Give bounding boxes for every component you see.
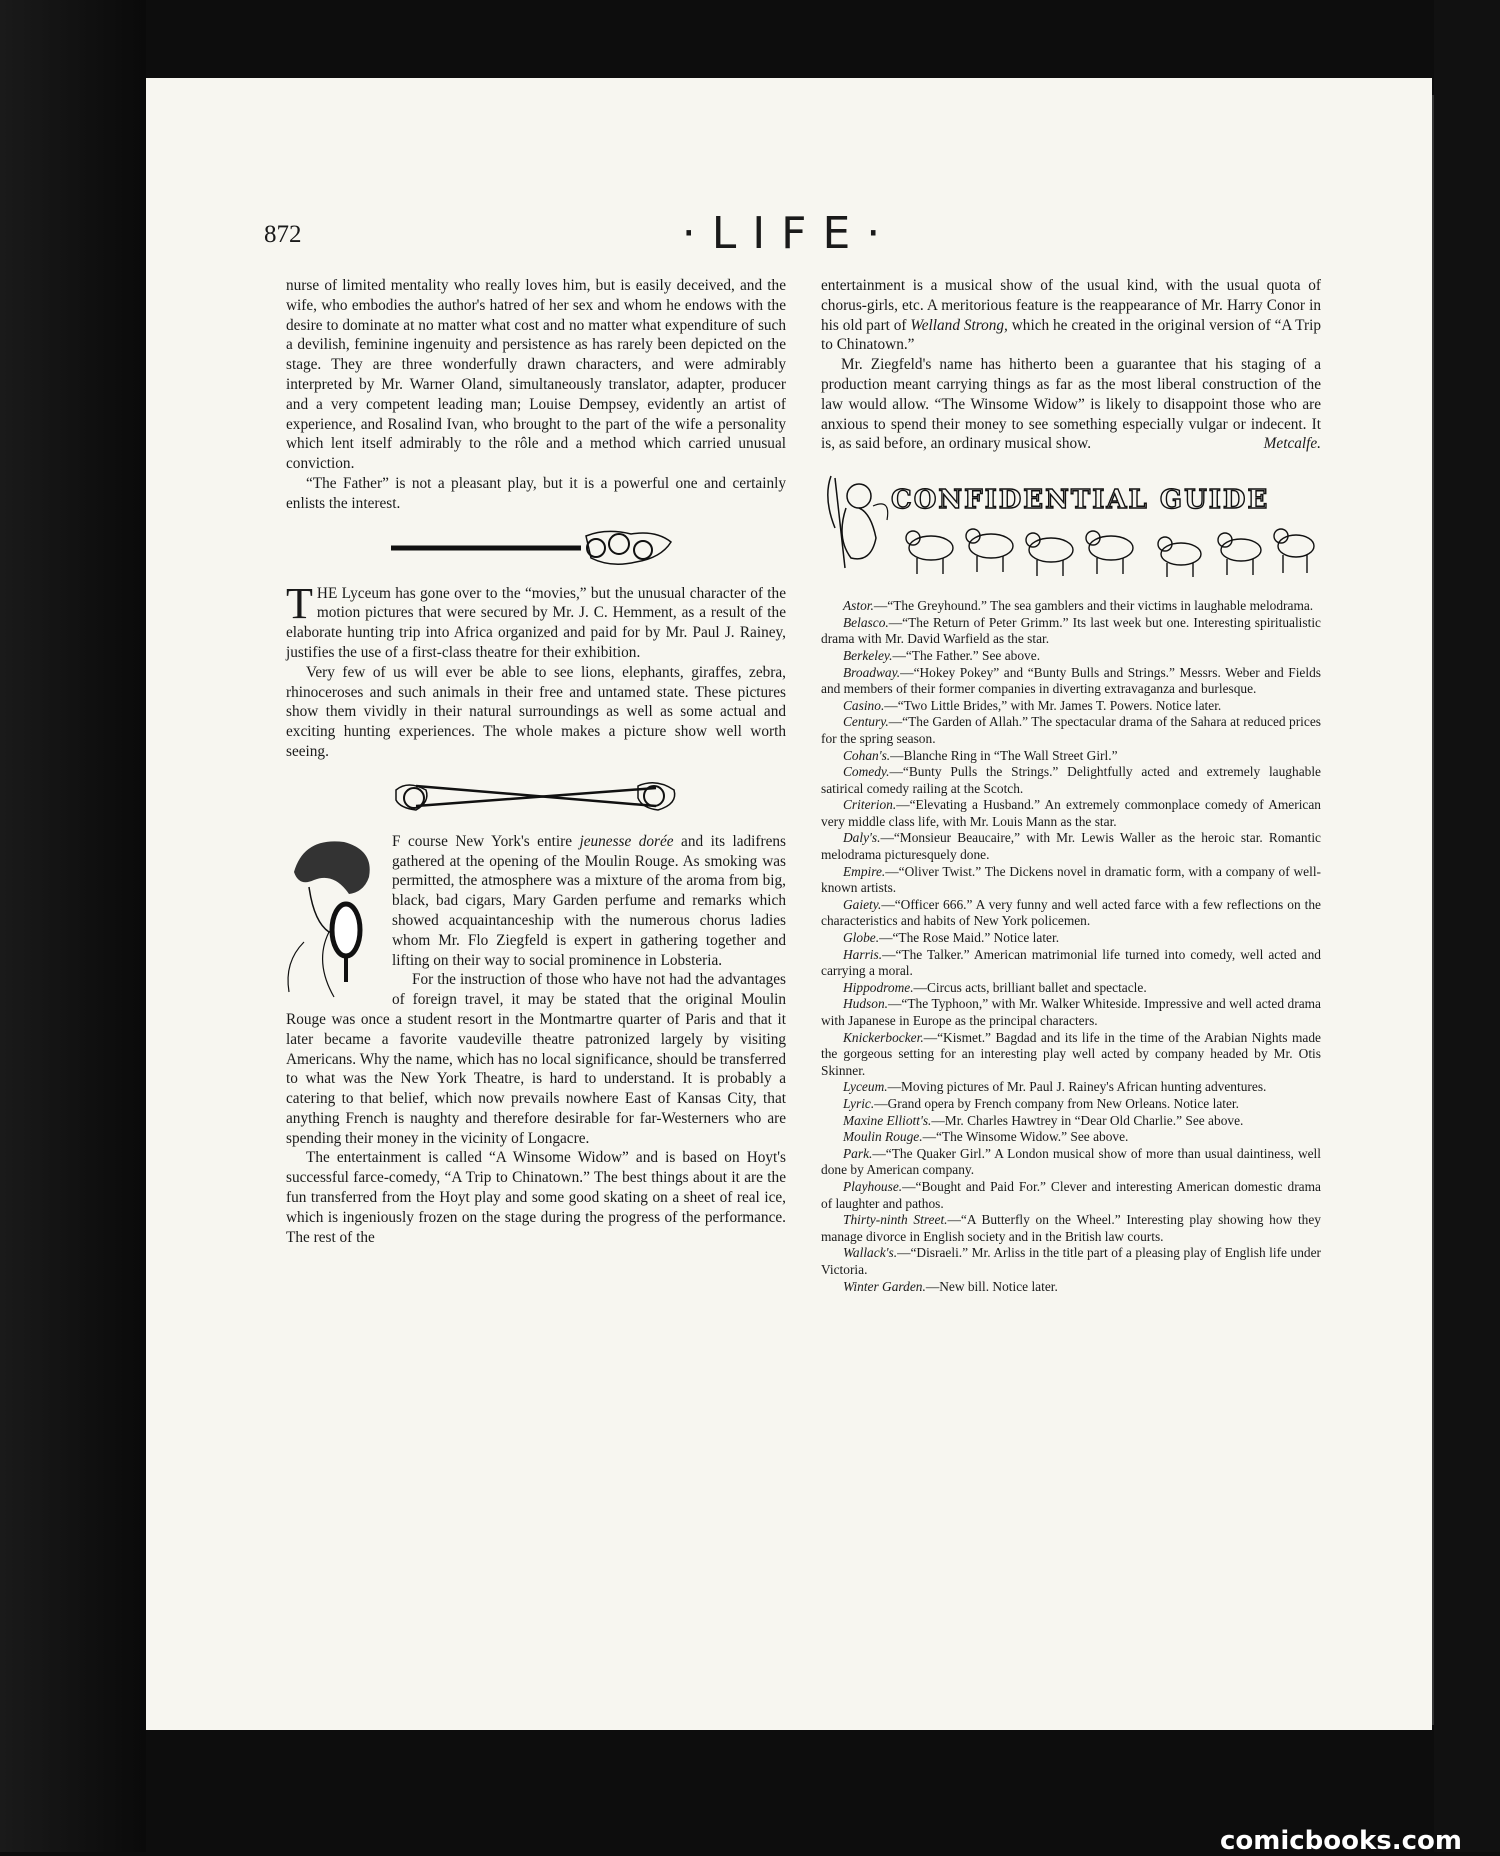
- guide-description: —“A Butterfly on the Wheel.” Interesting play showing how they manage divorce in English society and in the British law courts.: [821, 1212, 1322, 1244]
- guide-description: —“The Father.” See above.: [892, 647, 1041, 663]
- guide-entry: [821, 1212, 1321, 1245]
- guide-description: —“The Garden of Allah.” The spectacular drama of the Sahara at reduced prices for the spring season.: [821, 714, 1321, 746]
- guide-entry: [821, 797, 1321, 830]
- guide-venue: Lyceum.: [843, 1079, 888, 1095]
- guide-entry: [821, 698, 1321, 715]
- moulin-rouge-paragraph-3: The entertainment is called “A Winsome Widow” and is based on Hoyt's successful farce-comedy, “A Trip to Chinatown.” The best things about it are the fun transferred from the Hoyt play and some good skating on a sheet of real ice, which is ingeniously frozen on the stage during the progress of the performance. The rest of the: [286, 1149, 786, 1246]
- guide-venue: Comedy.: [843, 764, 890, 780]
- guide-venue: Cohan's.: [843, 747, 891, 763]
- guide-description: —“Bunty Pulls the Strings.” Delightfully acted and extremely laughable satirical comedy railing at the Scotch.: [821, 764, 1321, 796]
- guide-entry: [821, 1245, 1321, 1278]
- jeunesse-doree: jeunesse dorée: [579, 832, 674, 850]
- guide-venue: Globe.: [843, 930, 880, 946]
- guide-description: —“The Typhoon,” with Mr. Walker Whiteside. Impressive and well acted drama with Japanese in Europe as the principal characters.: [821, 996, 1321, 1029]
- guide-description: —Circus acts, brilliant ballet and spectacle.: [913, 979, 1147, 995]
- guide-venue: Hippodrome.: [843, 979, 914, 995]
- guide-description: —“Two Little Brides,” with Mr. James T. Powers. Notice later.: [884, 697, 1222, 713]
- guide-venue: Berkeley.: [843, 647, 893, 663]
- guide-description: —“Disraeli.” Mr. Arliss in the title part of a pleasing play of English life under Victoria.: [821, 1245, 1321, 1277]
- ziegfeld-text: Mr. Ziegfeld's name has hitherto been a guarantee that his staging of a production meant carrying things as far as the most liberal construction of the law would allow. “The Winsome Widow” is likely to disappoint those who are anxious to spend their money to see something especially vulgar or indecent. It is, as said before, an ordinary musical show.: [821, 356, 1321, 453]
- guide-venue: Casino.: [843, 697, 885, 713]
- guide-venue: Astor.: [843, 598, 874, 614]
- guide-venue: Maxine Elliott's.: [843, 1112, 932, 1128]
- crossed-canes-ornament-icon: [386, 776, 686, 816]
- guide-entry: [821, 980, 1321, 997]
- guide-venue: Winter Garden.: [843, 1278, 926, 1294]
- winsome-widow-text-a: entertainment is a musical show of the usual kind, with the usual quota of chorus-girls, etc. A meritorious feature is the reappearance of Mr. Harry Conor in his old part of: [821, 277, 1321, 334]
- guide-entry: [821, 1179, 1321, 1212]
- masthead-title: ·LIFE·: [681, 208, 897, 259]
- guide-venue: Playhouse.: [843, 1178, 903, 1194]
- watermark: comicbooks.com: [1219, 1826, 1462, 1856]
- guide-entry: [821, 1113, 1321, 1130]
- confidential-guide-list: [821, 598, 1321, 1295]
- scan-border-left: [0, 0, 146, 1852]
- guide-entry: [821, 615, 1321, 648]
- guide-entry: [821, 1146, 1321, 1179]
- moulin-rouge-rest: and its ladifrens gathered at the opening of the Moulin Rouge. As smoking was permitted, the atmosphere was a mixture of the aroma from big, black, bad cigars, Mary Garden perfume and remarks which showed acquaintanceship with the numerous chorus ladies whom Mr. Flo Ziegfeld is expert in gathering together and lifting on their way to social prominence in Lobsteria.: [392, 832, 786, 969]
- guide-description: —“Bought and Paid For.” Clever and interesting American domestic drama of laughter and pathos.: [821, 1178, 1321, 1211]
- guide-entry: [821, 1096, 1321, 1113]
- guide-venue: Knickerbocker.: [843, 1029, 924, 1045]
- guide-description: —“Monsieur Beaucaire,” with Mr. Lewis Waller as the heroic star. Romantic melodrama picturesquely done.: [821, 830, 1321, 863]
- guide-description: —“The Winsome Widow.” See above.: [922, 1129, 1129, 1145]
- guide-description: —“The Quaker Girl.” A London musical show of more than usual daintiness, well done by American company.: [821, 1145, 1321, 1178]
- guide-venue: Hudson.: [843, 996, 889, 1012]
- guide-description: —New bill. Notice later.: [925, 1278, 1058, 1294]
- guide-entry: [821, 947, 1321, 980]
- scan-border-right: [1434, 0, 1500, 1852]
- guide-venue: Thirty-ninth Street.: [843, 1212, 948, 1228]
- guide-entry: [821, 598, 1321, 615]
- right-column: [821, 276, 1321, 1295]
- moulin-rouge-lead: F course New York's entire: [392, 832, 580, 850]
- guide-venue: Harris.: [843, 946, 883, 962]
- lambs-icon: [906, 529, 1314, 577]
- author-signature: Metcalfe.: [1263, 435, 1321, 453]
- guide-description: —Moving pictures of Mr. Paul J. Rainey's African hunting adventures.: [887, 1079, 1267, 1095]
- guide-venue: Wallack's.: [843, 1245, 898, 1261]
- lyceum-text: HE Lyceum has gone over to the “movies,” but the unusual character of the motion pictures that were secured by Mr. J. C. Hemment, as a result of the elaborate hunting trip into Africa organized and paid for by Mr. Paul J. Rainey, justifies the use of a first-class theatre for their exhibition.: [286, 584, 786, 661]
- guide-description: —Blanche Ring in “The Wall Street Girl.”: [890, 747, 1118, 763]
- confidential-guide-heading: [821, 468, 1321, 588]
- guide-venue: Gaiety.: [843, 896, 882, 912]
- woman-with-mirror-illustration-icon: [274, 832, 384, 1002]
- guide-venue: Broadway.: [843, 664, 901, 680]
- ornamental-divider-icon: [391, 528, 681, 568]
- guide-venue: Daly's.: [843, 830, 881, 846]
- guide-heading-text: CONFIDENTIAL GUIDE: [891, 485, 1270, 516]
- guide-entry: [821, 996, 1321, 1029]
- page-number: 872: [264, 221, 302, 248]
- ziegfeld-paragraph: [821, 355, 1321, 454]
- guide-entry: [821, 665, 1321, 698]
- guide-description: —Mr. Charles Hawtrey in “Dear Old Charlie.” See above.: [931, 1112, 1244, 1128]
- guide-venue: Belasco.: [843, 614, 889, 630]
- cherub-shepherd-icon: [828, 476, 888, 568]
- guide-venue: Criterion.: [843, 797, 897, 813]
- guide-entry: [821, 748, 1321, 765]
- guide-description: —“The Talker.” American matrimonial life turned into comedy, well acted and carrying a moral.: [821, 946, 1321, 979]
- guide-entry: [821, 764, 1321, 797]
- guide-entry: [821, 1279, 1321, 1296]
- lyceum-paragraph-2: Very few of us will ever be able to see lions, elephants, giraffes, zebra, rhinoceroses and such animals in their free and untamed state. These pictures show them vividly in their natural surroundings as well as some actual and exciting hunting experiences. The whole makes a picture show well worth seeing.: [286, 663, 786, 760]
- guide-description: —“The Rose Maid.” Notice later.: [879, 930, 1060, 946]
- guide-entry: [821, 930, 1321, 947]
- guide-entry: [821, 648, 1321, 665]
- guide-entry: [821, 714, 1321, 747]
- guide-venue: Park.: [843, 1145, 873, 1161]
- left-column: [286, 276, 786, 1247]
- guide-description: —“Officer 666.” A very funny and well acted farce with a few reflections on the characteristics and habits of New York policemen.: [821, 896, 1321, 929]
- guide-description: —“The Greyhound.” The sea gamblers and their victims in laughable melodrama.: [873, 598, 1314, 614]
- guide-entry: [821, 864, 1321, 897]
- lyceum-paragraph: [286, 578, 786, 663]
- father-review-paragraph: nurse of limited mentality who really loves him, but is easily deceived, and the wife, who embodies the author's hatred of her sex and whom he endows with the desire to dominate at no matter what cost and no matter what expenditure of such a devilish, feminine ingenuity and persistence as has rarely been depicted on the stage. They are three wonderfully drawn characters, and were admirably interpreted by Mr. Warner Oland, simultaneously translator, adapter, producer and a very competent leading man; Louise Dempsey, evidently an artist of experience, and Rosalind Ivan, who brought to the part of the wife a personality which lent itself admirably to the rôle and a method which carried unusual conviction.: [286, 277, 786, 473]
- guide-entry: [821, 897, 1321, 930]
- guide-venue: Empire.: [843, 863, 886, 879]
- guide-venue: Lyric.: [843, 1095, 875, 1111]
- guide-description: —“Elevating a Husband.” An extremely commonplace comedy of American very middle class life, with Mr. Louis Mann as the star.: [821, 797, 1321, 829]
- guide-description: —“The Return of Peter Grimm.” Its last week but one. Interesting spiritualistic drama with Mr. David Warfield as the star.: [821, 614, 1321, 647]
- guide-venue: Century.: [843, 714, 889, 730]
- guide-entry: [821, 1030, 1321, 1080]
- guide-description: —“Kismet.” Bagdad and its life in the time of the Arabian Nights made the gorgeous setting for an interesting play well acted by company headed by Mr. Otis Skinner.: [821, 1029, 1321, 1078]
- dropcap-t: T: [286, 578, 313, 628]
- winsome-widow-paragraph: [821, 276, 1321, 355]
- magazine-page: [146, 78, 1432, 1730]
- guide-entry: [821, 1079, 1321, 1096]
- winsome-widow-text-b: which he created in the original version of “A Trip to Chinatown.”: [821, 316, 1321, 354]
- guide-description: —“Oliver Twist.” The Dickens novel in dramatic form, with a company of well-known artists.: [821, 863, 1321, 896]
- welland-strong: Welland Strong,: [910, 316, 1008, 334]
- guide-venue: Moulin Rouge.: [843, 1129, 923, 1145]
- father-review-closing: “The Father” is not a pleasant play, but it is a powerful one and certainly enlists the interest.: [286, 474, 786, 512]
- guide-entry: [821, 830, 1321, 863]
- moulin-rouge-paragraph-2: For the instruction of those who have not had the advantages of foreign travel, it may be stated that the original Moulin Rouge was once a student resort in the Montmartre quarter of Paris and that it later became a favorite vaudeville theatre patronized largely by visiting Americans. Why the name, which has no local significance, should be transferred to what was the New York Theatre, is hard to understand. It is probably a catering to that belief, which now prevails nowhere East of Kansas City, that anything French is naughty and therefore desirable for far-Westerners who are spending their money in the vicinity of Longacre.: [286, 971, 786, 1147]
- guide-description: —Grand opera by French company from New Orleans. Notice later.: [874, 1095, 1239, 1111]
- guide-description: —“Hokey Pokey” and “Bunty Bulls and Strings.” Messrs. Weber and Fields and members of their former companies in diverting extravaganza and burlesque.: [821, 664, 1321, 697]
- guide-entry: [821, 1129, 1321, 1146]
